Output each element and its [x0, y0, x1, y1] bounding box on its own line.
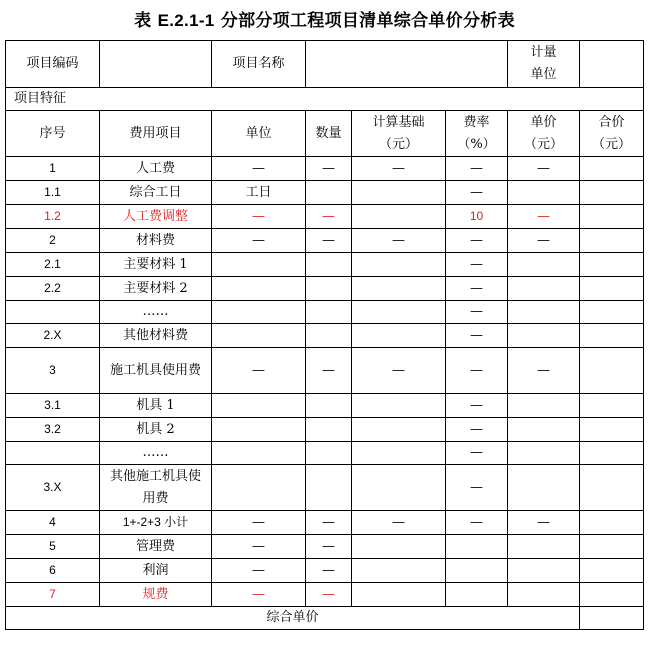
header-row-item [6, 41, 644, 88]
cell-seq [6, 253, 100, 277]
seq-text: 2 [49, 233, 56, 247]
col-cost-item: 费用项目 [100, 111, 212, 157]
col-quantity: 数量 [306, 111, 352, 157]
col-rate-line1: 费率 [463, 114, 490, 130]
header-row-features [6, 88, 644, 111]
cell-qty[interactable] [306, 394, 352, 418]
col-unit-price-line1: 单价 [530, 114, 557, 130]
cell-unit[interactable] [212, 277, 306, 301]
cell-qty[interactable] [306, 324, 352, 348]
cell-qty[interactable] [306, 277, 352, 301]
col-calc-base [352, 111, 446, 157]
cell-qty[interactable] [306, 418, 352, 442]
cell-rate[interactable]: — [446, 418, 508, 442]
cell-seq [6, 277, 100, 301]
cell-base[interactable] [352, 277, 446, 301]
cell-price[interactable] [508, 559, 580, 583]
cell-total[interactable] [580, 181, 644, 205]
item-name-label: 项目名称 [212, 41, 306, 88]
cell-price[interactable]: — [508, 348, 580, 394]
cell-seq [6, 205, 100, 229]
cell-price[interactable] [508, 465, 580, 511]
cell-item: …… [100, 301, 212, 324]
seq-text: 1.2 [44, 209, 61, 223]
cell-rate[interactable]: — [446, 181, 508, 205]
cell-rate[interactable]: — [446, 394, 508, 418]
cell-total[interactable] [580, 559, 644, 583]
cell-item: 机具 2 [100, 418, 212, 442]
table-row [6, 157, 644, 181]
cell-seq [6, 583, 100, 607]
subtotal-text: 1+-2+3 小计 [122, 515, 189, 529]
composite-unit-price-label: 综合单价 [6, 607, 580, 630]
cell-rate[interactable]: — [446, 157, 508, 181]
cell-total[interactable] [580, 535, 644, 559]
cell-base[interactable] [352, 324, 446, 348]
table-row-highlighted [6, 583, 644, 607]
cell-unit[interactable]: — [212, 511, 306, 535]
text-cursor [643, 474, 644, 496]
cell-total[interactable] [580, 205, 644, 229]
cell-rate[interactable]: — [446, 277, 508, 301]
cell-unit[interactable]: — [212, 559, 306, 583]
cell-base[interactable] [352, 559, 446, 583]
item-code-value[interactable] [100, 41, 212, 88]
cell-item: 其他材料费 [100, 324, 212, 348]
col-unit: 单位 [212, 111, 306, 157]
cell-price[interactable] [508, 324, 580, 348]
table-row [6, 253, 644, 277]
cell-total[interactable] [580, 301, 644, 324]
cell-qty[interactable]: — [306, 229, 352, 253]
item-features-label: 项目特征 [6, 88, 644, 111]
cell-unit[interactable]: — [212, 229, 306, 253]
cell-seq [6, 157, 100, 181]
cell-qty[interactable]: — [306, 205, 352, 229]
table-title [0, 6, 649, 31]
cell-item: 机具 1 [100, 394, 212, 418]
seq-text: 3.1 [44, 398, 61, 412]
cell-item: 材料费 [100, 229, 212, 253]
cell-unit[interactable]: — [212, 348, 306, 394]
cell-item [100, 511, 212, 535]
cell-base[interactable] [352, 418, 446, 442]
cell-total[interactable] [580, 465, 644, 511]
table-row [6, 277, 644, 301]
seq-text: 3 [49, 363, 56, 377]
cell-total[interactable] [580, 511, 644, 535]
cell-base[interactable] [352, 301, 446, 324]
cell-unit[interactable] [212, 394, 306, 418]
cell-qty[interactable] [306, 253, 352, 277]
cell-seq [6, 181, 100, 205]
cell-price[interactable] [508, 535, 580, 559]
seq-text: 1.1 [44, 185, 61, 199]
cell-base[interactable]: — [352, 511, 446, 535]
table-row [6, 511, 644, 535]
col-calc-base-line2: （元） [378, 136, 418, 152]
cell-base[interactable] [352, 465, 446, 511]
measure-unit-label [508, 41, 580, 88]
cell-total[interactable] [580, 157, 644, 181]
cell-base[interactable] [352, 205, 446, 229]
table-row [6, 301, 644, 324]
cell-unit[interactable]: — [212, 157, 306, 181]
cell-seq [6, 324, 100, 348]
table-row [6, 229, 644, 253]
cell-unit[interactable] [212, 301, 306, 324]
col-rate [446, 111, 508, 157]
cell-base[interactable]: — [352, 348, 446, 394]
cell-qty[interactable]: — [306, 535, 352, 559]
cell-total[interactable] [580, 229, 644, 253]
cell-price[interactable]: — [508, 229, 580, 253]
cell-qty[interactable] [306, 465, 352, 511]
col-unit-price [508, 111, 580, 157]
measure-unit-label-line1: 计量 [530, 45, 557, 60]
cell-rate[interactable]: — [446, 465, 508, 511]
cell-unit[interactable]: — [212, 205, 306, 229]
cell-qty[interactable]: — [306, 157, 352, 181]
cell-price[interactable] [508, 301, 580, 324]
cell-seq [6, 418, 100, 442]
cell-qty[interactable]: — [306, 559, 352, 583]
cell-rate[interactable]: — [446, 324, 508, 348]
table-row [6, 535, 644, 559]
cell-qty[interactable]: — [306, 511, 352, 535]
measure-unit-value[interactable] [580, 41, 644, 88]
cell-item: 其他施工机具使用费 [100, 465, 212, 511]
cell-seq [6, 394, 100, 418]
measure-unit-label-line2: 单位 [530, 67, 557, 82]
cell-unit[interactable] [212, 253, 306, 277]
item-code-label: 项目编码 [6, 41, 100, 88]
cell-total[interactable] [580, 348, 644, 394]
title-text: 分部分项工程项目清单综合单价分析表 [214, 11, 515, 31]
seq-text: 7 [49, 587, 56, 601]
cell-seq [6, 511, 100, 535]
cell-item: 主要材料 1 [100, 253, 212, 277]
cell-qty[interactable]: — [306, 348, 352, 394]
cell-item: 人工费调整 [100, 205, 212, 229]
cell-rate[interactable]: — [446, 229, 508, 253]
seq-text: 1 [49, 161, 56, 175]
seq-text: 6 [49, 563, 56, 577]
cell-unit[interactable] [212, 324, 306, 348]
cell-seq [6, 301, 100, 324]
cell-rate[interactable]: — [446, 348, 508, 394]
table-row [6, 559, 644, 583]
composite-unit-price-value[interactable] [580, 607, 644, 630]
cell-base[interactable]: — [352, 157, 446, 181]
title-code: E.2.1-1 [157, 11, 215, 30]
seq-text: 2.1 [44, 257, 61, 271]
table-row [6, 324, 644, 348]
cell-base[interactable] [352, 535, 446, 559]
cell-rate[interactable] [446, 559, 508, 583]
cell-seq [6, 229, 100, 253]
cell-base[interactable] [352, 394, 446, 418]
title-prefix: 表 [134, 11, 158, 31]
footer-row [6, 607, 644, 630]
seq-text: 4 [49, 515, 56, 529]
item-name-value[interactable] [306, 41, 508, 88]
cell-item: 人工费 [100, 157, 212, 181]
seq-text: 3.X [43, 480, 62, 494]
cell-rate[interactable] [446, 205, 508, 229]
col-unit-price-line2: （元） [524, 136, 564, 152]
cell-unit[interactable] [212, 418, 306, 442]
cell-rate[interactable] [446, 583, 508, 607]
seq-text: 5 [49, 539, 56, 553]
cell-seq [6, 535, 100, 559]
cell-total[interactable] [580, 277, 644, 301]
cell-item: …… [100, 442, 212, 465]
column-header-row [6, 111, 644, 157]
cell-item: 规费 [100, 583, 212, 607]
col-total [580, 111, 644, 157]
cell-qty[interactable] [306, 442, 352, 465]
seq-text: 2.X [43, 328, 62, 342]
cell-unit[interactable] [212, 465, 306, 511]
cell-total[interactable] [580, 394, 644, 418]
cell-price[interactable] [508, 394, 580, 418]
table-row-highlighted [6, 205, 644, 229]
table-row [6, 394, 644, 418]
cell-qty[interactable] [306, 301, 352, 324]
col-total-line1: 合价 [598, 114, 625, 130]
seq-text: 3.2 [44, 422, 61, 436]
cell-rate[interactable]: — [446, 253, 508, 277]
cell-total[interactable] [580, 324, 644, 348]
table-row [6, 181, 644, 205]
cell-rate[interactable]: — [446, 511, 508, 535]
cell-total[interactable] [580, 583, 644, 607]
cell-seq [6, 559, 100, 583]
cell-price[interactable]: — [508, 511, 580, 535]
cell-unit[interactable] [212, 442, 306, 465]
cell-item: 主要材料 2 [100, 277, 212, 301]
cell-total[interactable] [580, 418, 644, 442]
cell-rate[interactable] [446, 535, 508, 559]
cell-rate[interactable]: — [446, 301, 508, 324]
cell-seq [6, 348, 100, 394]
cell-base[interactable] [352, 253, 446, 277]
seq-text: 2.2 [44, 281, 61, 295]
table-row [6, 465, 644, 511]
cell-base[interactable] [352, 442, 446, 465]
cell-price[interactable] [508, 181, 580, 205]
table-row [6, 442, 644, 465]
rate-text: 10 [469, 209, 484, 223]
cell-qty[interactable] [306, 181, 352, 205]
cell-seq [6, 465, 100, 511]
cell-unit[interactable]: — [212, 535, 306, 559]
col-seq: 序号 [6, 111, 100, 157]
cell-unit[interactable]: 工日 [212, 181, 306, 205]
cell-total[interactable] [580, 253, 644, 277]
cell-price[interactable] [508, 253, 580, 277]
cell-item: 管理费 [100, 535, 212, 559]
cell-unit[interactable]: — [212, 583, 306, 607]
cell-price[interactable] [508, 277, 580, 301]
col-calc-base-line1: 计算基础 [372, 114, 425, 130]
col-total-line2: （元） [592, 136, 632, 152]
cell-base[interactable]: — [352, 229, 446, 253]
table-row [6, 348, 644, 394]
cell-price[interactable]: — [508, 205, 580, 229]
col-rate-line2: （%） [457, 136, 496, 152]
cell-item: 利润 [100, 559, 212, 583]
cell-price[interactable]: — [508, 157, 580, 181]
cell-item: 综合工日 [100, 181, 212, 205]
table-row [6, 418, 644, 442]
cell-qty[interactable]: — [306, 583, 352, 607]
cell-seq [6, 442, 100, 465]
cell-item: 施工机具使用费 [100, 348, 212, 394]
cell-price[interactable] [508, 418, 580, 442]
cell-base[interactable] [352, 583, 446, 607]
unit-price-analysis-table [5, 40, 644, 630]
cell-total[interactable] [580, 442, 644, 465]
cell-price[interactable] [508, 442, 580, 465]
cell-base[interactable] [352, 181, 446, 205]
cell-price[interactable] [508, 583, 580, 607]
cell-rate[interactable]: — [446, 442, 508, 465]
